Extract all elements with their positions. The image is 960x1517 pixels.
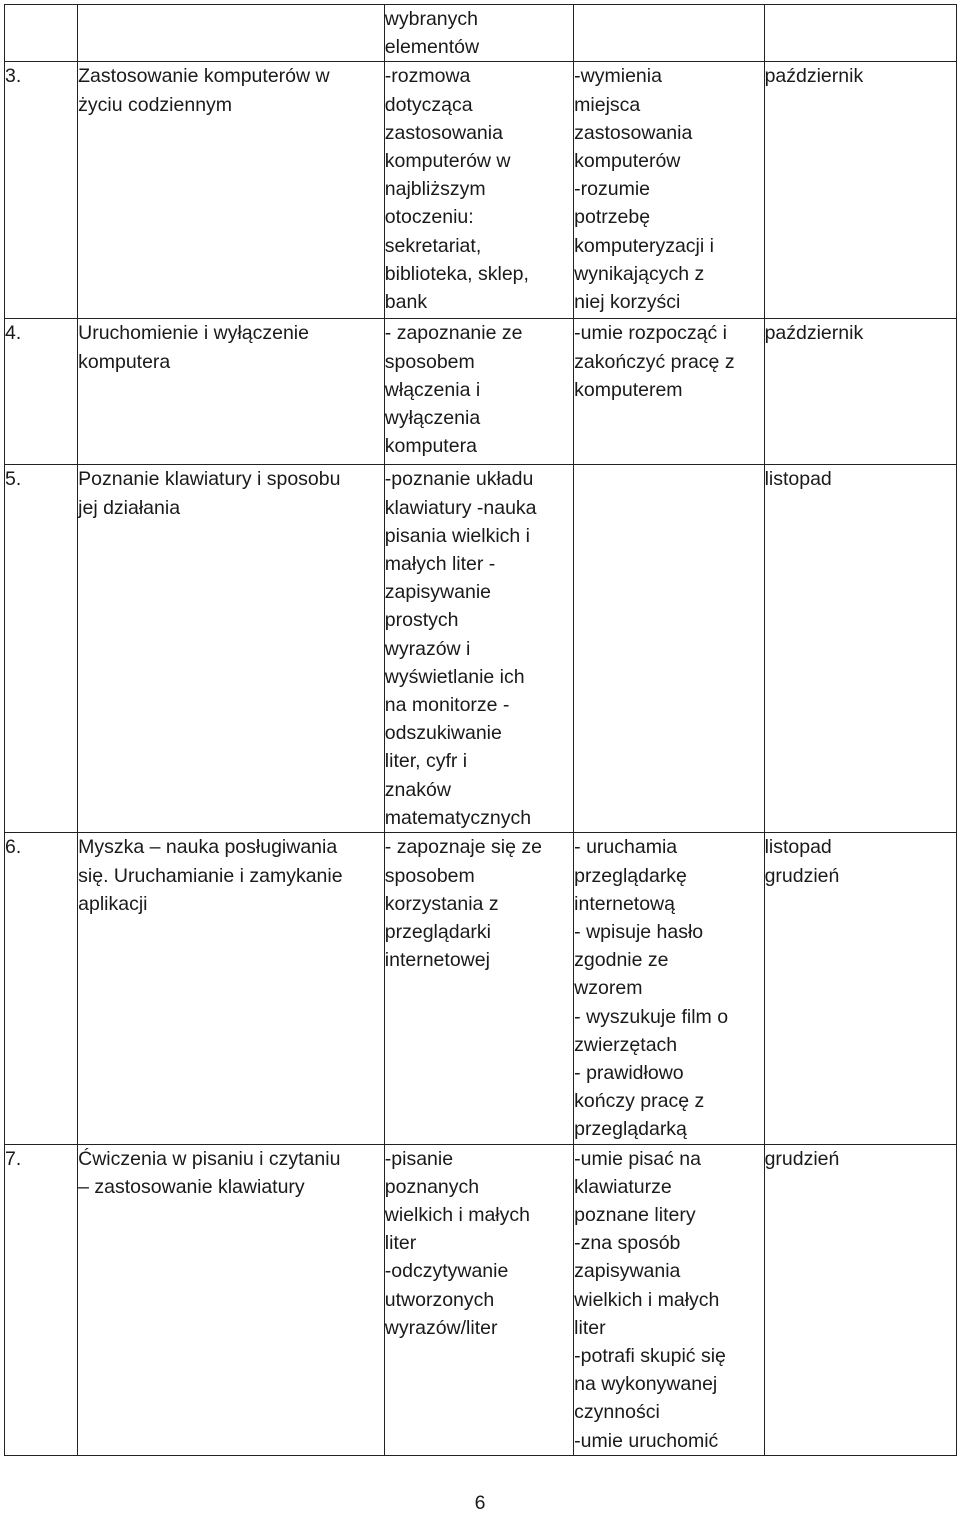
month-cell — [764, 62, 956, 319]
month-line: grudzień — [764, 864, 840, 887]
skill-line: -umie uruchomić — [574, 1429, 719, 1452]
content-line: prostych — [384, 609, 459, 632]
skill-line: komputerów — [574, 150, 681, 173]
skill-line: zapisywania — [574, 1260, 681, 1283]
skill-line: przeglądarkę — [574, 864, 687, 887]
content-line: otoczeniu: — [384, 206, 474, 229]
content-cell — [384, 833, 573, 1144]
number-cell — [5, 833, 78, 1144]
content-line: liter, cyfr i — [384, 750, 468, 773]
month-cell — [764, 5, 956, 62]
topic-cell — [78, 465, 385, 833]
number-cell — [5, 1144, 78, 1455]
topic-line: Zastosowanie komputerów w — [78, 65, 330, 88]
row-number: 6. — [5, 836, 22, 859]
content-line: zastosowania — [384, 121, 503, 144]
content-line: wyrazów/liter — [384, 1316, 498, 1339]
topic-line: Ćwiczenia w pisaniu i czytaniu — [78, 1147, 341, 1170]
skill-line: komputerem — [574, 378, 683, 401]
table-row — [5, 319, 957, 465]
skill-line: komputeryzacji i — [574, 234, 714, 257]
row-number: 3. — [5, 65, 22, 88]
table-row — [5, 833, 957, 1144]
skills-cell — [574, 62, 764, 319]
row-number: 5. — [5, 468, 22, 491]
month-line: listopad — [764, 836, 832, 859]
table-row — [5, 62, 957, 319]
curriculum-table-body — [5, 5, 957, 1456]
skill-line: zgodnie ze — [574, 949, 669, 972]
content-line: bank — [384, 291, 428, 314]
skill-line: kończy pracę z — [574, 1090, 705, 1113]
skills-cell — [574, 5, 764, 62]
skill-line: - wpisuje hasło — [574, 921, 704, 944]
content-line: wyrazów i — [384, 637, 471, 660]
month-line: grudzień — [764, 1147, 840, 1170]
month-line: październik — [764, 65, 864, 88]
table-row — [5, 1144, 957, 1455]
content-line: znaków — [384, 778, 451, 801]
content-line: matematycznych — [384, 806, 532, 829]
content-line: utworzonych — [384, 1288, 495, 1311]
content-line: wielkich i małych — [384, 1204, 530, 1227]
content-line: zapisywanie — [384, 581, 492, 604]
content-line: -rozmowa — [384, 65, 471, 88]
skill-line: zakończyć pracę z — [574, 350, 735, 373]
topic-line: życiu codziennym — [78, 93, 233, 116]
month-cell — [764, 319, 956, 465]
skill-line: - uruchamia — [574, 836, 678, 859]
number-cell — [5, 5, 78, 62]
skill-line: wynikających z — [574, 262, 705, 285]
page-number: 6 — [474, 1492, 486, 1514]
content-line: sekretariat, — [384, 234, 482, 257]
month-line: październik — [764, 322, 864, 345]
content-line: -odczytywanie — [384, 1260, 509, 1283]
skill-line: niej korzyści — [574, 291, 681, 314]
content-cell — [384, 319, 573, 465]
content-line: klawiatury -nauka — [384, 496, 537, 519]
skill-line: internetową — [574, 892, 675, 915]
content-line: komputera — [384, 435, 477, 458]
content-cell — [384, 1144, 573, 1455]
month-cell — [764, 1144, 956, 1455]
skill-line: liter — [574, 1316, 606, 1339]
content-line: internetowej — [384, 949, 490, 972]
table-row — [5, 5, 957, 62]
content-line: przeglądarki — [384, 921, 492, 944]
content-line: korzystania z — [384, 892, 499, 915]
content-line: elementów — [384, 36, 480, 59]
content-line: liter — [384, 1232, 417, 1255]
skill-line: wzorem — [574, 977, 643, 1000]
content-line: wybranych — [384, 8, 478, 30]
topic-line: Myszka – nauka posługiwania — [78, 836, 338, 859]
content-cell — [384, 465, 573, 833]
skill-line: miejsca — [574, 93, 641, 116]
content-line: na monitorze - — [384, 694, 510, 717]
skill-line: przeglądarką — [574, 1118, 687, 1141]
topic-cell — [78, 833, 385, 1144]
topic-cell — [78, 319, 385, 465]
topic-line: Uruchomienie i wyłączenie — [78, 322, 309, 345]
skills-cell — [574, 319, 764, 465]
content-line: sposobem — [384, 350, 475, 373]
topic-line: aplikacji — [78, 892, 148, 915]
skill-line: -rozumie — [574, 178, 651, 201]
skill-line: wielkich i małych — [574, 1288, 720, 1311]
content-cell — [384, 62, 573, 319]
skills-cell — [574, 1144, 764, 1455]
topic-line: jej działania — [78, 496, 181, 519]
number-cell — [5, 465, 78, 833]
content-line: wyłączenia — [384, 407, 481, 430]
topic-cell — [78, 62, 385, 319]
table-row — [5, 465, 957, 833]
skill-line: -umie rozpocząć i — [574, 322, 727, 345]
content-line: -poznanie układu — [384, 468, 534, 491]
content-line: włączenia i — [384, 378, 481, 401]
topic-line: się. Uruchamianie i zamykanie — [78, 864, 343, 887]
content-line: dotycząca — [384, 93, 473, 116]
skills-cell — [574, 465, 764, 833]
content-line: -pisanie — [384, 1147, 454, 1170]
skill-line: klawiaturze — [574, 1175, 672, 1198]
content-line: komputerów w — [384, 150, 511, 173]
skill-line: - prawidłowo — [574, 1062, 684, 1085]
month-cell — [764, 465, 956, 833]
content-line: sposobem — [384, 864, 475, 887]
topic-cell — [78, 1144, 385, 1455]
content-line: biblioteka, sklep, — [384, 262, 529, 285]
content-line: poznanych — [384, 1175, 480, 1198]
row-number: 4. — [5, 322, 22, 345]
skill-line: -zna sposób — [574, 1232, 681, 1255]
skill-line: zwierzętach — [574, 1033, 678, 1056]
content-line: odszukiwanie — [384, 722, 502, 745]
content-line: wyświetlanie ich — [384, 665, 525, 688]
skill-line: czynności — [574, 1401, 660, 1424]
skill-line: -potrafi skupić się — [574, 1345, 726, 1368]
skill-line: potrzebę — [574, 206, 651, 229]
content-line: pisania wielkich i — [384, 524, 531, 547]
topic-cell — [78, 5, 385, 62]
skill-line: na wykonywanej — [574, 1373, 718, 1396]
topic-line: komputera — [78, 350, 171, 373]
skill-line: zastosowania — [574, 121, 693, 144]
curriculum-table — [4, 4, 957, 1456]
number-cell — [5, 62, 78, 319]
topic-line: Poznanie klawiatury i sposobu — [78, 468, 341, 491]
skill-line: -wymienia — [574, 65, 662, 88]
skill-line: - wyszukuje film o — [574, 1005, 729, 1028]
skill-line: -umie pisać na — [574, 1147, 701, 1170]
content-cell — [384, 5, 573, 62]
skill-line: poznane litery — [574, 1204, 696, 1227]
topic-line: – zastosowanie klawiatury — [78, 1175, 305, 1198]
content-line: małych liter - — [384, 553, 496, 576]
number-cell — [5, 319, 78, 465]
month-line: listopad — [764, 468, 832, 491]
row-number: 7. — [5, 1147, 22, 1170]
content-line: - zapoznaje się ze — [384, 836, 542, 859]
content-line: - zapoznanie ze — [384, 322, 523, 345]
content-line: najbliższym — [384, 178, 486, 201]
month-cell — [764, 833, 956, 1144]
skills-cell — [574, 833, 764, 1144]
